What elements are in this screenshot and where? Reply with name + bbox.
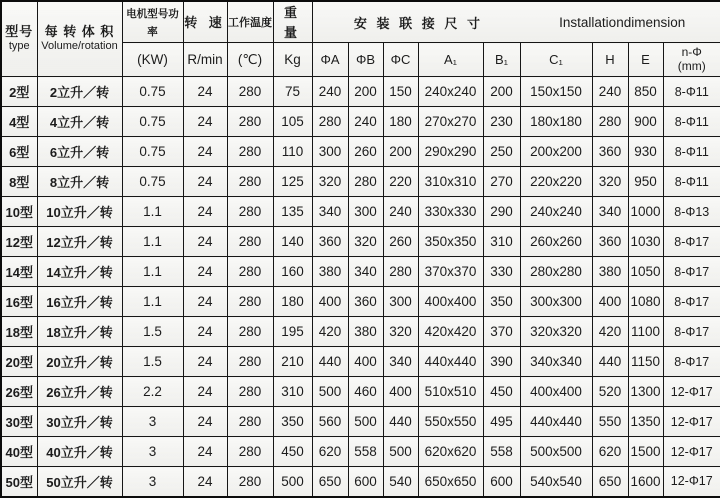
speed-cell: 24 xyxy=(183,257,227,287)
power-cell: 1.5 xyxy=(122,317,183,347)
bolt-holes-cell: 8-Φ11 xyxy=(663,77,720,107)
bolt-holes-cell: 8-Φ17 xyxy=(663,257,720,287)
header-model-cn: 型号 xyxy=(2,25,37,40)
c1-cell: 540x540 xyxy=(520,467,592,497)
e-cell: 900 xyxy=(628,107,663,137)
power-cell: 0.75 xyxy=(122,137,183,167)
phi-c-cell: 400 xyxy=(383,377,418,407)
bolt-holes-cell: 8-Φ17 xyxy=(663,317,720,347)
temp-cell: 280 xyxy=(227,227,273,257)
power-cell: 0.75 xyxy=(122,167,183,197)
a1-cell: 420x420 xyxy=(418,317,483,347)
bolt-holes-cell: 8-Φ17 xyxy=(663,227,720,257)
c1-cell: 240x240 xyxy=(520,197,592,227)
phi-a-cell: 320 xyxy=(312,167,348,197)
power-cell: 1.1 xyxy=(122,287,183,317)
weight-cell: 75 xyxy=(273,77,312,107)
phi-a-cell: 280 xyxy=(312,107,348,137)
table-row xyxy=(1,137,720,167)
bolt-holes-cell: 8-Φ17 xyxy=(663,347,720,377)
a1-cell: 240x240 xyxy=(418,77,483,107)
phi-c-cell: 150 xyxy=(383,77,418,107)
speed-cell: 24 xyxy=(183,227,227,257)
header-work-temp-cn: 工作温度 xyxy=(228,17,272,29)
b1-cell: 230 xyxy=(483,107,520,137)
header-volume-en: Volume/rotation xyxy=(38,40,122,52)
model-cell: 40型 xyxy=(1,437,37,467)
header-motor-power xyxy=(122,1,183,43)
model-cell: 30型 xyxy=(1,407,37,437)
phi-b-cell: 500 xyxy=(348,407,383,437)
phi-b-cell: 558 xyxy=(348,437,383,467)
temp-cell: 280 xyxy=(227,197,273,227)
table-row xyxy=(1,167,720,197)
volume-cell: 26立升／转 xyxy=(37,377,122,407)
temp-cell: 280 xyxy=(227,437,273,467)
a1-cell: 350x350 xyxy=(418,227,483,257)
h-cell: 340 xyxy=(592,197,628,227)
temp-cell: 280 xyxy=(227,317,273,347)
phi-a-cell: 620 xyxy=(312,437,348,467)
phi-c-cell: 540 xyxy=(383,467,418,497)
header-temp-unit: (℃) xyxy=(227,43,273,77)
bolt-holes-cell: 8-Φ11 xyxy=(663,107,720,137)
phi-c-cell: 340 xyxy=(383,347,418,377)
b1-cell: 390 xyxy=(483,347,520,377)
temp-cell: 280 xyxy=(227,377,273,407)
table-row xyxy=(1,197,720,227)
phi-a-cell: 500 xyxy=(312,377,348,407)
weight-cell: 125 xyxy=(273,167,312,197)
phi-b-cell: 320 xyxy=(348,227,383,257)
h-cell: 360 xyxy=(592,227,628,257)
model-cell: 20型 xyxy=(1,347,37,377)
power-cell: 3 xyxy=(122,437,183,467)
table-row xyxy=(1,257,720,287)
a1-cell: 510x510 xyxy=(418,377,483,407)
table-row xyxy=(1,107,720,137)
e-cell: 1100 xyxy=(628,317,663,347)
a1-cell: 310x310 xyxy=(418,167,483,197)
weight-cell: 210 xyxy=(273,347,312,377)
a1-cell: 550x550 xyxy=(418,407,483,437)
c1-cell: 300x300 xyxy=(520,287,592,317)
model-cell: 18型 xyxy=(1,317,37,347)
bolt-holes-cell: 8-Φ11 xyxy=(663,167,720,197)
header-speed xyxy=(183,1,227,43)
weight-cell: 500 xyxy=(273,467,312,497)
a1-cell: 620x620 xyxy=(418,437,483,467)
volume-cell: 16立升／转 xyxy=(37,287,122,317)
e-cell: 1350 xyxy=(628,407,663,437)
phi-c-cell: 300 xyxy=(383,287,418,317)
power-cell: 3 xyxy=(122,467,183,497)
h-cell: 420 xyxy=(592,317,628,347)
installation-header-cn: 安 装 联 接 尺 寸 xyxy=(313,13,525,32)
table-body xyxy=(1,77,720,497)
bolt-holes-cell: 8-Φ11 xyxy=(663,137,720,167)
header-hole-line2: (mm) xyxy=(664,60,720,74)
header-dim-b1: B₁ xyxy=(483,43,520,77)
h-cell: 360 xyxy=(592,137,628,167)
e-cell: 1000 xyxy=(628,197,663,227)
h-cell: 520 xyxy=(592,377,628,407)
header-volume xyxy=(37,1,122,77)
c1-cell: 220x220 xyxy=(520,167,592,197)
header-dim-e: E xyxy=(628,43,663,77)
weight-cell: 105 xyxy=(273,107,312,137)
weight-cell: 160 xyxy=(273,257,312,287)
b1-cell: 558 xyxy=(483,437,520,467)
table-row xyxy=(1,347,720,377)
a1-cell: 330x330 xyxy=(418,197,483,227)
power-cell: 2.2 xyxy=(122,377,183,407)
temp-cell: 280 xyxy=(227,137,273,167)
temp-cell: 280 xyxy=(227,287,273,317)
e-cell: 930 xyxy=(628,137,663,167)
header-weight-cn: 重 量 xyxy=(284,5,301,40)
b1-cell: 200 xyxy=(483,77,520,107)
model-cell: 6型 xyxy=(1,137,37,167)
header-speed-cn: 转 速 xyxy=(184,15,226,30)
power-cell: 0.75 xyxy=(122,77,183,107)
h-cell: 320 xyxy=(592,167,628,197)
phi-a-cell: 560 xyxy=(312,407,348,437)
h-cell: 380 xyxy=(592,257,628,287)
phi-b-cell: 360 xyxy=(348,287,383,317)
b1-cell: 450 xyxy=(483,377,520,407)
h-cell: 240 xyxy=(592,77,628,107)
model-cell: 26型 xyxy=(1,377,37,407)
phi-b-cell: 300 xyxy=(348,197,383,227)
c1-cell: 340x340 xyxy=(520,347,592,377)
header-volume-cn: 每 转 体 积 xyxy=(38,25,122,40)
bolt-holes-cell: 12-Φ17 xyxy=(663,467,720,497)
header-dim-phi-a: ΦA xyxy=(312,43,348,77)
weight-cell: 135 xyxy=(273,197,312,227)
model-cell: 4型 xyxy=(1,107,37,137)
b1-cell: 350 xyxy=(483,287,520,317)
table-row xyxy=(1,227,720,257)
c1-cell: 500x500 xyxy=(520,437,592,467)
header-dim-c1: C₁ xyxy=(520,43,592,77)
volume-cell: 20立升／转 xyxy=(37,347,122,377)
c1-cell: 260x260 xyxy=(520,227,592,257)
table-row xyxy=(1,377,720,407)
a1-cell: 440x440 xyxy=(418,347,483,377)
phi-b-cell: 340 xyxy=(348,257,383,287)
volume-cell: 50立升／转 xyxy=(37,467,122,497)
weight-cell: 350 xyxy=(273,407,312,437)
header-speed-unit: R/min xyxy=(183,43,227,77)
temp-cell: 280 xyxy=(227,107,273,137)
model-cell: 2型 xyxy=(1,77,37,107)
header-work-temp xyxy=(227,1,273,43)
speed-cell: 24 xyxy=(183,347,227,377)
a1-cell: 400x400 xyxy=(418,287,483,317)
e-cell: 1600 xyxy=(628,467,663,497)
table-row xyxy=(1,467,720,497)
phi-c-cell: 440 xyxy=(383,407,418,437)
b1-cell: 250 xyxy=(483,137,520,167)
phi-b-cell: 200 xyxy=(348,77,383,107)
volume-cell: 14立升／转 xyxy=(37,257,122,287)
phi-c-cell: 260 xyxy=(383,227,418,257)
b1-cell: 310 xyxy=(483,227,520,257)
header-motor-power-cn: 电机型号功率 xyxy=(126,8,179,38)
power-cell: 1.1 xyxy=(122,227,183,257)
e-cell: 1300 xyxy=(628,377,663,407)
speed-cell: 24 xyxy=(183,317,227,347)
a1-cell: 370x370 xyxy=(418,257,483,287)
phi-a-cell: 380 xyxy=(312,257,348,287)
weight-cell: 180 xyxy=(273,287,312,317)
phi-b-cell: 380 xyxy=(348,317,383,347)
a1-cell: 650x650 xyxy=(418,467,483,497)
header-hole-line1: n-Φ xyxy=(664,46,720,60)
temp-cell: 280 xyxy=(227,257,273,287)
temp-cell: 280 xyxy=(227,77,273,107)
phi-a-cell: 360 xyxy=(312,227,348,257)
e-cell: 1150 xyxy=(628,347,663,377)
speed-cell: 24 xyxy=(183,437,227,467)
bolt-holes-cell: 12-Φ17 xyxy=(663,377,720,407)
e-cell: 1050 xyxy=(628,257,663,287)
header-dim-phi-b: ΦB xyxy=(348,43,383,77)
header-model xyxy=(1,1,37,77)
power-cell: 1.1 xyxy=(122,197,183,227)
volume-cell: 2立升／转 xyxy=(37,77,122,107)
h-cell: 440 xyxy=(592,347,628,377)
h-cell: 620 xyxy=(592,437,628,467)
bolt-holes-cell: 8-Φ17 xyxy=(663,287,720,317)
phi-c-cell: 320 xyxy=(383,317,418,347)
temp-cell: 280 xyxy=(227,467,273,497)
weight-cell: 310 xyxy=(273,377,312,407)
model-cell: 12型 xyxy=(1,227,37,257)
phi-c-cell: 180 xyxy=(383,107,418,137)
c1-cell: 440x440 xyxy=(520,407,592,437)
phi-c-cell: 280 xyxy=(383,257,418,287)
phi-a-cell: 240 xyxy=(312,77,348,107)
volume-cell: 18立升／转 xyxy=(37,317,122,347)
temp-cell: 280 xyxy=(227,407,273,437)
power-cell: 3 xyxy=(122,407,183,437)
c1-cell: 280x280 xyxy=(520,257,592,287)
speed-cell: 24 xyxy=(183,377,227,407)
speed-cell: 24 xyxy=(183,467,227,497)
phi-a-cell: 420 xyxy=(312,317,348,347)
phi-b-cell: 400 xyxy=(348,347,383,377)
header-dim-phi-c: ΦC xyxy=(383,43,418,77)
table-row xyxy=(1,287,720,317)
h-cell: 650 xyxy=(592,467,628,497)
volume-cell: 40立升／转 xyxy=(37,437,122,467)
weight-cell: 140 xyxy=(273,227,312,257)
table-row xyxy=(1,77,720,107)
model-cell: 10型 xyxy=(1,197,37,227)
header-weight xyxy=(273,1,312,43)
header-dim-a1: A₁ xyxy=(418,43,483,77)
b1-cell: 330 xyxy=(483,257,520,287)
bolt-holes-cell: 12-Φ17 xyxy=(663,437,720,467)
c1-cell: 400x400 xyxy=(520,377,592,407)
weight-cell: 110 xyxy=(273,137,312,167)
c1-cell: 200x200 xyxy=(520,137,592,167)
bolt-holes-cell: 12-Φ17 xyxy=(663,407,720,437)
e-cell: 1500 xyxy=(628,437,663,467)
c1-cell: 150x150 xyxy=(520,77,592,107)
speed-cell: 24 xyxy=(183,167,227,197)
model-cell: 16型 xyxy=(1,287,37,317)
phi-b-cell: 280 xyxy=(348,167,383,197)
phi-c-cell: 500 xyxy=(383,437,418,467)
header-dim-h: H xyxy=(592,43,628,77)
phi-b-cell: 240 xyxy=(348,107,383,137)
temp-cell: 280 xyxy=(227,347,273,377)
b1-cell: 495 xyxy=(483,407,520,437)
installation-header-en: Installationdimension xyxy=(524,15,720,30)
model-cell: 50型 xyxy=(1,467,37,497)
table-row xyxy=(1,407,720,437)
volume-cell: 12立升／转 xyxy=(37,227,122,257)
header-dim-bolt-holes xyxy=(663,43,720,77)
phi-a-cell: 650 xyxy=(312,467,348,497)
b1-cell: 370 xyxy=(483,317,520,347)
volume-cell: 4立升／转 xyxy=(37,107,122,137)
power-cell: 1.5 xyxy=(122,347,183,377)
model-cell: 8型 xyxy=(1,167,37,197)
phi-a-cell: 300 xyxy=(312,137,348,167)
header-model-en: type xyxy=(2,40,37,52)
installation-header-wrap xyxy=(313,2,720,42)
temp-cell: 280 xyxy=(227,167,273,197)
speed-cell: 24 xyxy=(183,287,227,317)
speed-cell: 24 xyxy=(183,137,227,167)
weight-cell: 195 xyxy=(273,317,312,347)
speed-cell: 24 xyxy=(183,197,227,227)
a1-cell: 290x290 xyxy=(418,137,483,167)
e-cell: 1080 xyxy=(628,287,663,317)
phi-b-cell: 260 xyxy=(348,137,383,167)
e-cell: 850 xyxy=(628,77,663,107)
header-power-unit: (KW) xyxy=(122,43,183,77)
volume-cell: 30立升／转 xyxy=(37,407,122,437)
b1-cell: 290 xyxy=(483,197,520,227)
phi-b-cell: 460 xyxy=(348,377,383,407)
power-cell: 0.75 xyxy=(122,107,183,137)
b1-cell: 270 xyxy=(483,167,520,197)
header-installation xyxy=(312,1,720,43)
c1-cell: 320x320 xyxy=(520,317,592,347)
header-weight-unit: Kg xyxy=(273,43,312,77)
b1-cell: 600 xyxy=(483,467,520,497)
speed-cell: 24 xyxy=(183,407,227,437)
e-cell: 950 xyxy=(628,167,663,197)
table-row xyxy=(1,437,720,467)
model-cell: 14型 xyxy=(1,257,37,287)
phi-c-cell: 240 xyxy=(383,197,418,227)
h-cell: 400 xyxy=(592,287,628,317)
bolt-holes-cell: 8-Φ13 xyxy=(663,197,720,227)
power-cell: 1.1 xyxy=(122,257,183,287)
phi-a-cell: 440 xyxy=(312,347,348,377)
phi-c-cell: 200 xyxy=(383,137,418,167)
phi-b-cell: 600 xyxy=(348,467,383,497)
phi-a-cell: 400 xyxy=(312,287,348,317)
h-cell: 280 xyxy=(592,107,628,137)
volume-cell: 8立升／转 xyxy=(37,167,122,197)
e-cell: 1030 xyxy=(628,227,663,257)
table-header xyxy=(1,1,720,77)
speed-cell: 24 xyxy=(183,77,227,107)
a1-cell: 270x270 xyxy=(418,107,483,137)
phi-a-cell: 340 xyxy=(312,197,348,227)
volume-cell: 10立升／转 xyxy=(37,197,122,227)
c1-cell: 180x180 xyxy=(520,107,592,137)
phi-c-cell: 220 xyxy=(383,167,418,197)
h-cell: 550 xyxy=(592,407,628,437)
speed-cell: 24 xyxy=(183,107,227,137)
weight-cell: 450 xyxy=(273,437,312,467)
table-row xyxy=(1,317,720,347)
volume-cell: 6立升／转 xyxy=(37,137,122,167)
